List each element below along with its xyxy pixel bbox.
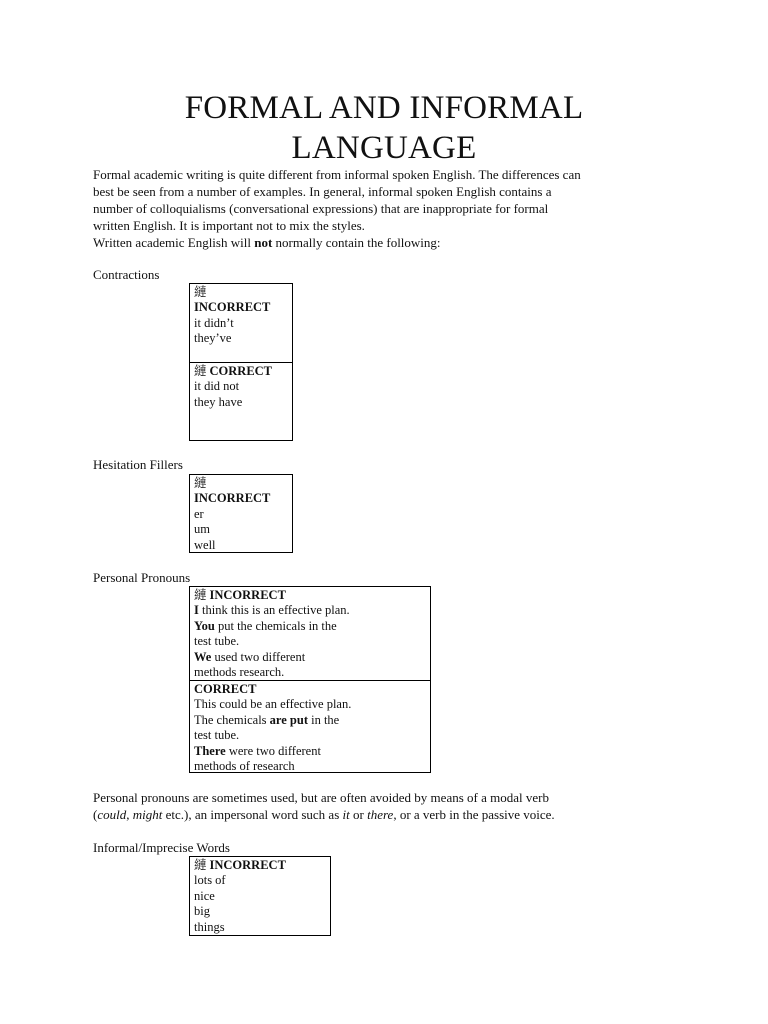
emphasis-word: There: [194, 743, 226, 758]
intro-paragraph-1: [93, 166, 693, 234]
pronoun-word: I: [194, 603, 199, 618]
section-label-hesitation: Hesitation Fillers: [93, 457, 183, 472]
symbol-icon: 縺: [194, 476, 207, 490]
correct-header-line: [194, 364, 288, 379]
pronouns-correct-cell: [190, 680, 430, 772]
hesitation-incorrect-cell: [190, 475, 292, 554]
example-text: methods of research: [194, 759, 295, 772]
pronoun-word: You: [194, 618, 215, 633]
example-text: This could be an effective plan.: [194, 697, 352, 712]
note-mid: etc.), an impersonal word such as: [162, 807, 343, 822]
incorrect-header: INCORRECT: [194, 300, 271, 315]
symbol-icon: 縺: [194, 858, 207, 872]
example-text: put the chemicals in the: [214, 618, 337, 633]
symbol-icon: 縺: [194, 285, 207, 299]
note-example-it: it: [342, 807, 350, 822]
example-line: [194, 713, 426, 728]
intro-paragraph-2: [93, 234, 693, 251]
example-line: it did not: [194, 379, 240, 394]
example-line: [194, 697, 426, 712]
intro-p2-end: normally contain the following:: [272, 235, 441, 250]
example-text: test tube.: [194, 634, 240, 649]
example-line: [194, 728, 426, 743]
note-line-1: Personal pronouns are sometimes used, but are often avoided by means of a modal verb: [93, 790, 549, 805]
example-text: test tube.: [194, 728, 240, 743]
example-text: methods research.: [194, 665, 285, 680]
example-line: it didn’t: [194, 315, 234, 330]
symbol-icon: 縺: [194, 588, 207, 602]
example-text: The chemicals: [194, 712, 270, 727]
example-line: [194, 665, 426, 680]
note-example-could: could: [97, 807, 127, 822]
note-sep: ,: [126, 807, 133, 822]
example-text: think this is an effective plan.: [198, 603, 350, 618]
note-example-there: there: [367, 807, 394, 822]
incorrect-header: INCORRECT: [209, 858, 286, 872]
example-line: um: [194, 522, 210, 537]
section-label-imprecise: Informal/Imprecise Words: [93, 840, 230, 855]
example-line: [194, 619, 426, 634]
incorrect-header: INCORRECT: [194, 491, 271, 506]
example-line: nice: [194, 888, 215, 903]
note-example-might: might: [132, 807, 163, 822]
intro-line: number of colloquialisms (conversational expressions) that are inappropriate for formal: [93, 201, 549, 216]
pronouns-incorrect-cell: [190, 587, 430, 680]
title-line-1: FORMAL AND INFORMAL: [184, 90, 584, 126]
example-line: lots of: [194, 873, 226, 888]
page-title: [0, 88, 768, 168]
note-or: or: [349, 807, 368, 822]
correct-header: CORRECT: [209, 364, 273, 378]
example-text: used two different: [211, 649, 306, 664]
intro-line: Formal academic writing is quite different from informal spoken English. The differences can: [93, 167, 581, 182]
intro-p2-start: Written academic English will: [93, 235, 255, 250]
contractions-incorrect-cell: [190, 284, 292, 362]
title-line-2: LANGUAGE: [291, 130, 477, 166]
imprecise-incorrect-cell: [190, 857, 330, 936]
example-line: big: [194, 904, 210, 919]
section-label-contractions: Contractions: [93, 267, 160, 282]
example-line: things: [194, 919, 225, 934]
correct-header: CORRECT: [194, 682, 257, 696]
example-line: well: [194, 537, 216, 552]
pronoun-word: We: [194, 649, 212, 664]
hesitation-table: [189, 474, 293, 553]
symbol-icon: 縺: [194, 364, 207, 378]
example-text: in the: [307, 712, 340, 727]
example-text: were two different: [225, 743, 321, 758]
incorrect-header-line: [194, 858, 326, 873]
example-line: er: [194, 506, 204, 521]
example-line: they’ve: [194, 331, 232, 346]
imprecise-table: [189, 856, 331, 936]
incorrect-header: INCORRECT: [209, 588, 286, 602]
emphasis-word: are put: [269, 712, 308, 727]
contractions-table: [189, 283, 293, 441]
example-line: [194, 759, 426, 772]
section-label-pronouns: Personal Pronouns: [93, 570, 191, 585]
pronoun-note: [93, 789, 693, 823]
intro-line: written English. It is important not to mix the styles.: [93, 218, 365, 233]
note-end: , or a verb in the passive voice.: [393, 807, 555, 822]
example-line: [194, 634, 426, 649]
example-line: [194, 650, 426, 665]
example-line: [194, 744, 426, 759]
contractions-correct-cell: [190, 362, 292, 440]
example-line: [194, 603, 426, 618]
intro-p2-emphasis: not: [254, 235, 273, 250]
pronouns-table: [189, 586, 431, 773]
example-line: they have: [194, 394, 243, 409]
incorrect-header-line: [194, 588, 426, 603]
intro-text: [93, 166, 693, 251]
intro-line: best be seen from a number of examples. In general, informal spoken English contains a: [93, 184, 552, 199]
note-open: (: [93, 807, 98, 822]
